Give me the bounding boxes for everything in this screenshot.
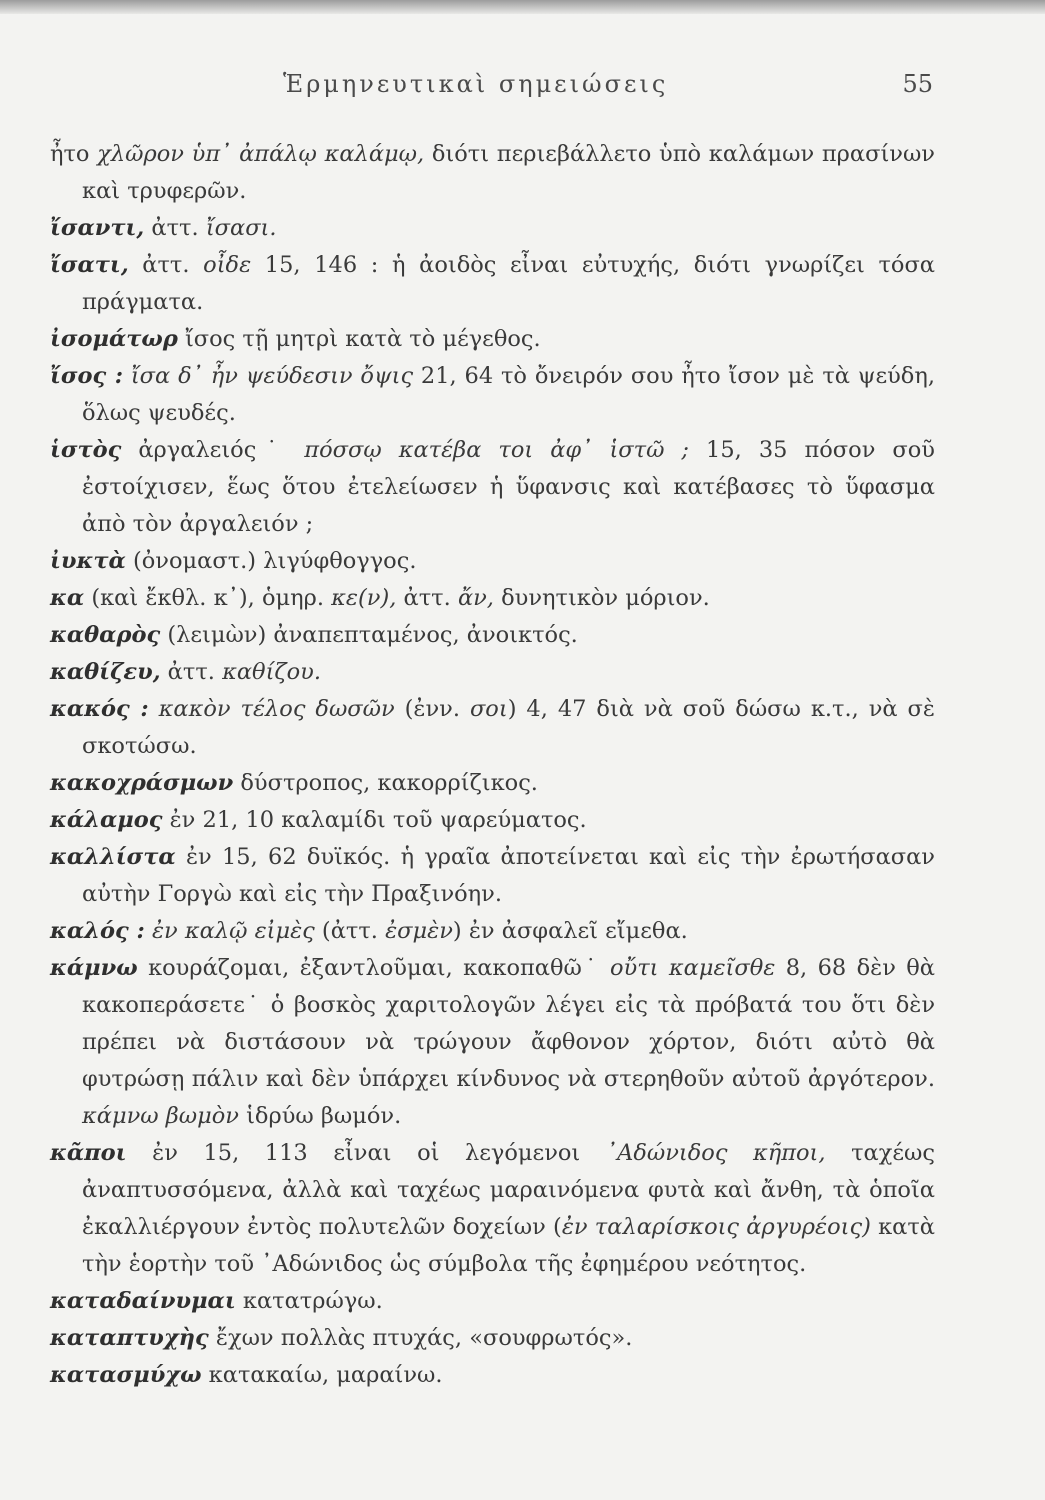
glossary-entry [50,1320,935,1357]
page-top-edge [0,0,1045,14]
entry-text: δυνητικὸν μόριον. [493,585,710,611]
entry-quote: πόσσῳ κατέβα τοι ἀφ᾽ ἱστῶ ; [304,437,690,463]
entry-quote: κάμνω βωμὸν [82,1103,239,1129]
glossary-entry [50,247,935,321]
entry-text: 8, 68 δὲν θὰ κακοπεράσετε˙ ὁ βοσκὸς χαριτολογῶν λέγει εἰς τὰ πρόβατά του ὅτι δὲν πρέπει νὰ διστάσουν νὰ τρώγουν ἄφθονον χόρτον, διότι αὐτὸ θὰ φυτρώσῃ πάλιν καὶ δὲν ὑπάρχει κίνδυνος νὰ στερηθοῦν αὐτοῦ ἀργότερον. [82,955,936,1092]
glossary-entry [50,358,935,432]
entry-text: ἀττ. [144,215,206,241]
glossary-entry [50,1357,935,1394]
entry-headword: ἱστὸς [50,437,122,463]
entry-text: (ἐνν. [394,696,470,722]
entry-quote: σοι [469,696,508,722]
entry-text: ἱδρύω βωμόν. [238,1103,402,1129]
entry-text: ἴσος τῇ μητρὶ κατὰ τὸ μέγεθος. [177,326,541,352]
glossary-entry [50,580,935,617]
glossary-entry [50,913,935,950]
entry-text [123,363,131,389]
glossary-entry [50,136,935,210]
entry-quote: ἄν, [457,585,494,611]
entry-text: 21, 64 τὸ ὄνειρόν σου ἦτο ἴσον μὲ τὰ ψεύδη, ὅλως ψευδές. [82,363,935,426]
glossary-entry [50,839,935,913]
entry-headword: καθαρὸς [50,622,161,648]
glossary-entry [50,432,935,543]
entry-headword: ἴσατι, [50,252,129,278]
running-head [0,70,1045,106]
glossary-entry [50,543,935,580]
entry-text: (λειμὼν) ἀναπεπταμένος, ἀνοικτός. [160,622,578,648]
glossary-entry [50,691,935,765]
entry-text: ἀττ. [396,585,458,611]
entry-text: ἐν 15, 62 δυϊκός. ἡ γραῖα ἀποτείνεται καὶ εἰς τὴν ἐρωτήσασαν αὐτὴν Γοργὼ καὶ εἰς τὴν Πραξινόην. [82,844,935,907]
entry-headword: ἰσομάτωρ [50,326,178,352]
entry-headword: καλλίστα [50,844,176,870]
glossary-entry [50,950,935,1135]
entry-headword: κατασμύχω [50,1362,202,1388]
entry-quote: ἐν ταλαρίσκοις ἀργυρέοις) [561,1214,871,1240]
entry-text: ἐν 21, 10 καλαμίδι τοῦ ψαρεύματος. [162,807,587,833]
entry-quote: ἐσμὲν [385,918,453,944]
entry-headword: ἰυκτὰ [50,548,126,574]
entry-quote: κακὸν τέλος δωσῶν [158,696,395,722]
entry-headword: κακός : [50,696,149,722]
entry-text: ταχέως ἀναπτυσσόμενα, ἀλλὰ καὶ ταχέως μαραινόμενα φυτὰ καὶ ἄνθη, τὰ ὁποῖα ἐκαλλιέργουν ἐντὸς πολυτελῶν δοχείων ( [82,1140,935,1240]
glossary-entry [50,321,935,358]
entry-text: διότι περιεβάλλετο ὑπὸ καλάμων πρασίνων καὶ τρυφερῶν. [82,141,935,204]
entry-headword: κα [50,585,85,611]
entry-text: (ἀττ. [314,918,386,944]
entry-text [145,918,152,944]
glossary-entry [50,1135,935,1283]
entry-headword: κάλαμος [50,807,163,833]
entry-text: δύστροπος, κακορρίζικος. [233,770,538,796]
entry-text: ἀττ. [160,659,223,685]
entry-text: κατακαίω, μαραίνω. [201,1362,443,1388]
entry-text: ἦτο [50,141,98,167]
entry-headword: καταπτυχὴς [50,1325,209,1351]
entry-text: ἀργαλειός˙ [121,437,305,463]
glossary-entry [50,654,935,691]
glossary-entry [50,765,935,802]
entry-headword: κακοχράσμων [50,770,234,796]
glossary-entry [50,617,935,654]
entry-text: κατὰ τὴν ἑορτὴν τοῦ ᾽Αδώνιδος ὡς σύμβολα τῆς ἐφημέρου νεότητος. [82,1214,935,1277]
entry-quote: οὔτι καμεῖσθε [610,955,776,981]
entry-text: 15, 35 πόσον σοῦ ἐστοίχισεν, ἕως ὅτου ἐτελείωσεν ἡ ὕφανσις καὶ κατέβασες τὸ ὕφασμα ἀπὸ τὸν ἀργαλειόν ; [82,437,935,537]
entry-text: 15, 146 : ἡ ἀοιδὸς εἶναι εὐτυχής, διότι γνωρίζει τόσα πράγματα. [82,252,935,315]
entry-text: κατατρώγω. [235,1288,383,1314]
running-title: Ἑρμηνευτικαὶ σημειώσεις [283,70,669,98]
entry-text: κουράζομαι, ἐξαντλοῦμαι, κακοπαθῶ˙ [137,955,610,981]
glossary-body [50,136,935,1394]
entry-quote: ἴσασι. [205,215,277,241]
entry-quote: ἐν καλῷ εἰμὲς [151,918,315,944]
entry-headword: κάμνω [50,955,138,981]
glossary-entry [50,1283,935,1320]
entry-text [149,696,159,722]
entry-headword: καλός : [50,918,145,944]
page-number: 55 [902,70,933,98]
entry-quote: χλῶρον ὑπ᾽ ἀπάλῳ καλάμῳ, [97,141,425,167]
entry-headword: ἴσαντι, [50,215,145,241]
entry-quote: οἶδε [203,252,252,278]
entry-quote: κε(ν), [331,585,397,611]
entry-quote: ἴσα δ᾽ ἦν ψεύδεσιν ὄψις [130,363,414,389]
entry-text: (ὀνομαστ.) λιγύφθογγος. [125,548,417,574]
entry-quote: ᾽Αδώνιδος κῆποι, [605,1140,826,1166]
entry-quote: καθίζου. [222,659,321,685]
entry-headword: καθίζευ, [50,659,161,685]
entry-headword: καταδαίνυμαι [50,1288,236,1314]
entry-headword: κᾶποι [50,1140,127,1166]
entry-text: ἀττ. [128,252,204,278]
entry-text: ) 4, 47 διὰ νὰ σοῦ δώσω κ.τ., νὰ σὲ σκοτώσω. [82,696,935,759]
entry-text: ) ἐν ἀσφαλεῖ εἴμεθα. [452,918,688,944]
entry-headword: ἴσος : [50,363,124,389]
glossary-entry [50,802,935,839]
glossary-entry [50,210,935,247]
entry-text: ἐν 15, 113 εἶναι οἱ λεγόμενοι [126,1140,606,1166]
entry-text: ἔχων πολλὰς πτυχάς, «σουφρωτός». [208,1325,633,1351]
entry-text: (καὶ ἔκθλ. κ᾽), ὁμηρ. [84,585,332,611]
